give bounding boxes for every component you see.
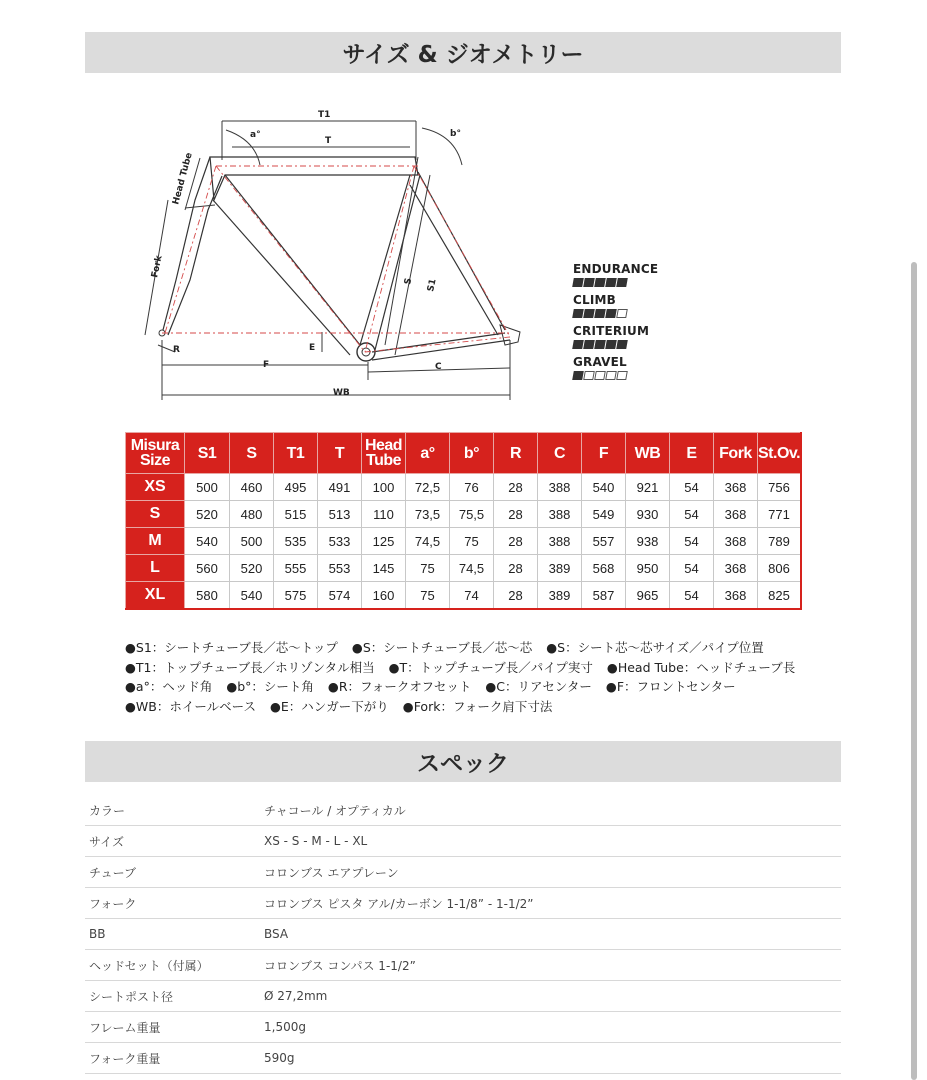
note-item: ●E：ハンガー下がり [269, 698, 389, 714]
rating-segment [605, 278, 617, 287]
value-cell: 560 [185, 555, 230, 582]
spec-key: フォーク [89, 896, 137, 911]
rating-segment [583, 309, 595, 318]
note-item: ●Fork：フォーク肩下寸法 [402, 698, 553, 714]
spec-row [85, 950, 841, 981]
value-cell: 825 [758, 582, 802, 610]
value-cell: 806 [758, 555, 802, 582]
value-cell: 540 [185, 528, 230, 555]
note-item: ●T1：トップチューブ長／ホリゾンタル相当 [125, 659, 375, 675]
value-cell: 368 [714, 582, 758, 610]
spec-value: 1,500g [264, 1020, 306, 1034]
value-cell: 587 [582, 582, 626, 610]
value-cell: 520 [185, 501, 230, 528]
value-cell: 100 [362, 474, 406, 501]
value-cell: 533 [318, 528, 362, 555]
value-cell: 75 [450, 528, 494, 555]
spec-value: XS - S - M - L - XL [264, 834, 368, 848]
spec-row [85, 1012, 841, 1043]
notes-line [125, 658, 825, 678]
notes-line [125, 638, 825, 658]
label-f: F [263, 360, 270, 370]
spec-value: コロンブス コンパス 1-1/2” [264, 958, 416, 973]
note-item: ●b°：シート角 [226, 679, 314, 694]
header-cell: T1 [274, 433, 318, 474]
value-cell: 500 [185, 474, 230, 501]
spec-value: コロンブス ピスタ アル/カーボン 1-1/8” - 1-1/2” [264, 896, 534, 911]
note-item: ●S：シート芯〜芯サイズ／パイプ位置 [546, 640, 764, 655]
label-wb: WB [333, 388, 350, 398]
scrollbar[interactable] [911, 262, 917, 1080]
table-header-row [126, 433, 802, 474]
rating-segment [605, 371, 617, 380]
value-cell: 75,5 [450, 501, 494, 528]
value-cell: 950 [626, 555, 670, 582]
value-cell: 555 [274, 555, 318, 582]
value-cell: 557 [582, 528, 626, 555]
value-cell: 28 [494, 474, 538, 501]
value-cell: 28 [494, 555, 538, 582]
rating-segment [572, 278, 584, 287]
value-cell: 388 [538, 474, 582, 501]
note-item: ●C：リアセンター [485, 679, 592, 694]
note-item: ●WB：ホイールベース [125, 698, 256, 714]
value-cell: 491 [318, 474, 362, 501]
value-cell: 368 [714, 474, 758, 501]
value-cell: 965 [626, 582, 670, 610]
rating-segment [605, 340, 617, 349]
table-row [126, 528, 802, 555]
rating-gravel [573, 355, 658, 380]
value-cell: 368 [714, 555, 758, 582]
header-cell: T [318, 433, 362, 474]
value-cell: 28 [494, 528, 538, 555]
value-cell: 389 [538, 555, 582, 582]
value-cell: 160 [362, 582, 406, 610]
label-e: E [309, 343, 316, 353]
header-cell: C [538, 433, 582, 474]
rating-label: ENDURANCE [573, 262, 659, 276]
rating-segment [594, 278, 606, 287]
label-r: R [173, 345, 180, 355]
label-fork: Fork [150, 254, 165, 279]
label-head-tube: Head Tube [171, 151, 195, 206]
rating-criterium [573, 324, 658, 349]
spec-key: BB [89, 927, 106, 941]
header-cell: WB [626, 433, 670, 474]
value-cell: 520 [230, 555, 274, 582]
value-cell: 930 [626, 501, 670, 528]
rating-segment [583, 340, 595, 349]
label-b: b° [450, 129, 461, 139]
value-cell: 54 [670, 582, 714, 610]
table-row [126, 474, 802, 501]
geometry-table [125, 432, 802, 610]
spec-row [85, 826, 841, 857]
rating-segment [594, 340, 606, 349]
label-s: S [403, 277, 415, 286]
value-cell: 771 [758, 501, 802, 528]
spec-key: チューブ [89, 865, 137, 880]
spec-row [85, 1043, 841, 1074]
spec-row [85, 919, 841, 950]
value-cell: 74,5 [406, 528, 450, 555]
value-cell: 574 [318, 582, 362, 610]
note-item: ●a°：ヘッド角 [125, 679, 213, 694]
value-cell: 74 [450, 582, 494, 610]
value-cell: 28 [494, 501, 538, 528]
value-cell: 76 [450, 474, 494, 501]
rating-bar [573, 371, 658, 380]
label-s1: S1 [426, 278, 439, 293]
geometry-notes [125, 638, 825, 716]
note-item: ●S1：シートチューブ長／芯〜トップ [125, 640, 338, 655]
header-cell: F [582, 433, 626, 474]
size-cell: XS [126, 474, 185, 501]
rating-segment [594, 371, 606, 380]
header-cell: St.Ov. [758, 433, 802, 474]
note-item: ●R：フォークオフセット [327, 679, 472, 694]
rating-segment [616, 371, 628, 380]
spec-value: コロンブス エアプレーン [264, 865, 399, 880]
header-cell: R [494, 433, 538, 474]
value-cell: 54 [670, 501, 714, 528]
size-cell: L [126, 555, 185, 582]
value-cell: 540 [230, 582, 274, 610]
spec-value: チャコール / オプティカル [264, 803, 406, 818]
value-cell: 368 [714, 501, 758, 528]
value-cell: 513 [318, 501, 362, 528]
value-cell: 75 [406, 555, 450, 582]
rating-segment [572, 340, 584, 349]
value-cell: 756 [758, 474, 802, 501]
ratings-panel [573, 262, 658, 386]
header-cell: S1 [185, 433, 230, 474]
value-cell: 938 [626, 528, 670, 555]
value-cell: 480 [230, 501, 274, 528]
rating-label: CLIMB [573, 293, 617, 307]
spec-key: フォーク重量 [89, 1051, 161, 1066]
rating-segment [616, 278, 628, 287]
label-t1: T1 [318, 110, 331, 120]
notes-line [125, 677, 825, 697]
value-cell: 125 [362, 528, 406, 555]
spec-list [85, 795, 841, 1074]
rating-bar [573, 309, 658, 318]
value-cell: 54 [670, 474, 714, 501]
spec-key: シートポスト径 [89, 989, 174, 1004]
label-t: T [325, 136, 332, 146]
value-cell: 549 [582, 501, 626, 528]
rating-bar [573, 278, 658, 287]
header-cell: a° [406, 433, 450, 474]
value-cell: 54 [670, 555, 714, 582]
rating-segment [616, 340, 628, 349]
header-cell: S [230, 433, 274, 474]
size-cell: XL [126, 582, 185, 610]
value-cell: 460 [230, 474, 274, 501]
table-row [126, 555, 802, 582]
value-cell: 580 [185, 582, 230, 610]
spec-row [85, 888, 841, 919]
size-cell: M [126, 528, 185, 555]
header-cell: E [670, 433, 714, 474]
note-item: ●T：トップチューブ長／パイプ実寸 [388, 659, 593, 675]
rating-label: GRAVEL [573, 355, 627, 369]
value-cell: 515 [274, 501, 318, 528]
header-cell: b° [450, 433, 494, 474]
rating-segment [605, 309, 617, 318]
rating-label: CRITERIUM [573, 324, 650, 338]
note-item: ●S：シートチューブ長／芯〜芯 [351, 640, 533, 655]
value-cell: 388 [538, 528, 582, 555]
value-cell: 28 [494, 582, 538, 610]
rating-segment [583, 371, 595, 380]
header-cell: Misura Size [126, 433, 185, 474]
value-cell: 74,5 [450, 555, 494, 582]
spec-row [85, 795, 841, 826]
geometry-section-title: サイズ & ジオメトリー [85, 32, 841, 73]
spec-key: ヘッドセット（付属） [89, 958, 209, 973]
rating-segment [572, 371, 584, 380]
size-cell: S [126, 501, 185, 528]
spec-key: サイズ [89, 834, 125, 849]
value-cell: 388 [538, 501, 582, 528]
rating-segment [572, 309, 584, 318]
spec-value: 590g [264, 1051, 295, 1065]
value-cell: 368 [714, 528, 758, 555]
value-cell: 110 [362, 501, 406, 528]
value-cell: 145 [362, 555, 406, 582]
label-a: a° [250, 130, 261, 140]
spec-section-title: スペック [85, 741, 841, 782]
frame-geometry-diagram [140, 100, 530, 405]
header-cell: Fork [714, 433, 758, 474]
value-cell: 575 [274, 582, 318, 610]
rating-endurance [573, 262, 658, 287]
value-cell: 500 [230, 528, 274, 555]
rating-climb [573, 293, 658, 318]
value-cell: 389 [538, 582, 582, 610]
label-c: C [435, 362, 442, 372]
rating-segment [583, 278, 595, 287]
note-item: ●Head Tube：ヘッドチューブ長 [606, 659, 796, 675]
spec-value: Ø 27,2mm [264, 989, 328, 1003]
spec-value: BSA [264, 927, 289, 941]
spec-key: フレーム重量 [89, 1020, 161, 1035]
value-cell: 495 [274, 474, 318, 501]
table-row [126, 582, 802, 610]
value-cell: 540 [582, 474, 626, 501]
notes-line [125, 697, 825, 717]
spec-row [85, 981, 841, 1012]
spec-key: カラー [89, 803, 126, 818]
rating-segment [616, 309, 628, 318]
rating-segment [594, 309, 606, 318]
value-cell: 789 [758, 528, 802, 555]
table-row [126, 501, 802, 528]
value-cell: 568 [582, 555, 626, 582]
value-cell: 54 [670, 528, 714, 555]
value-cell: 75 [406, 582, 450, 610]
value-cell: 72,5 [406, 474, 450, 501]
value-cell: 553 [318, 555, 362, 582]
spec-row [85, 857, 841, 888]
value-cell: 73,5 [406, 501, 450, 528]
rating-bar [573, 340, 658, 349]
value-cell: 535 [274, 528, 318, 555]
value-cell: 921 [626, 474, 670, 501]
note-item: ●F：フロントセンター [605, 679, 736, 694]
header-cell: Head Tube [362, 433, 406, 474]
